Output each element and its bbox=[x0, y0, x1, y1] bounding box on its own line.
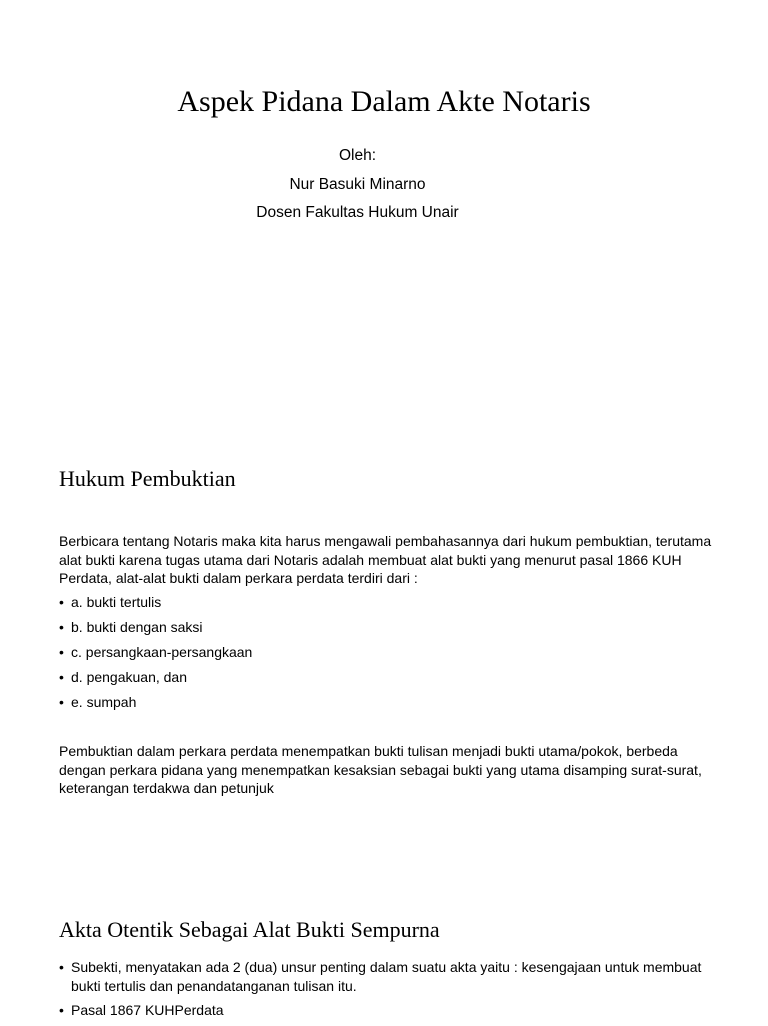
list-item bbox=[59, 1001, 719, 1020]
section-heading: Hukum Pembuktian bbox=[59, 466, 236, 491]
list-item bbox=[59, 617, 252, 642]
by-label: Oleh: bbox=[338, 147, 377, 164]
list-item-text: Pasal 1867 KUHPerdata bbox=[71, 1002, 224, 1018]
bullet-icon: • bbox=[59, 1002, 64, 1018]
intro-paragraph: Berbicara tentang Notaris maka kita harus mengawali pembahasannya dari hukum pembuktian, terutama alat bukti karena tugas utama dari Notaris adalah membuat alat bukti yang menurut pasal 1866 KUH Perdata, alat-alat bukti dalam perkara perdata terdiri dari : bbox=[59, 533, 712, 586]
pembuktian-slide bbox=[0, 440, 768, 880]
list-item bbox=[59, 958, 719, 995]
bullet-icon: • bbox=[59, 669, 64, 685]
list-item-text: d. pengakuan, dan bbox=[71, 669, 187, 685]
akta-otentik-slide bbox=[0, 880, 768, 1024]
document-title: Aspek Pidana Dalam Akte Notaris bbox=[177, 85, 591, 118]
list-item-text: e. sumpah bbox=[71, 694, 137, 710]
bullet-icon: • bbox=[59, 959, 64, 975]
bullet-icon: • bbox=[59, 619, 64, 635]
author-name: Nur Basuki Minarno bbox=[289, 176, 426, 193]
evidence-list bbox=[59, 592, 252, 717]
list-item-text: a. bukti tertulis bbox=[71, 594, 162, 610]
list-item bbox=[59, 667, 252, 692]
list-item bbox=[59, 692, 252, 717]
section-heading: Akta Otentik Sebagai Alat Bukti Sempurna bbox=[59, 917, 440, 942]
list-item bbox=[59, 592, 252, 617]
title-slide bbox=[0, 0, 768, 440]
bullet-icon: • bbox=[59, 594, 64, 610]
list-item-text: Subekti, menyatakan ada 2 (dua) unsur penting dalam suatu akta yaitu : kesengajaan untuk membuat bukti tertulis dan penandatanganan tulisan itu. bbox=[71, 959, 702, 994]
bullet-icon: • bbox=[59, 644, 64, 660]
list-item-text: b. bukti dengan saksi bbox=[71, 619, 203, 635]
akta-list bbox=[59, 958, 719, 1026]
bullet-icon: • bbox=[59, 694, 64, 710]
closing-paragraph: Pembuktian dalam perkara perdata menempatkan bukti tulisan menjadi bukti utama/pokok, berbeda dengan perkara pidana yang menempatkan kesaksian sebagai bukti yang utama disamping surat-surat, keterangan terdakwa dan petunjuk bbox=[59, 743, 702, 796]
list-item bbox=[59, 642, 252, 667]
author-affiliation: Dosen Fakultas Hukum Unair bbox=[256, 204, 459, 221]
list-item-text: c. persangkaan-persangkaan bbox=[71, 644, 253, 660]
